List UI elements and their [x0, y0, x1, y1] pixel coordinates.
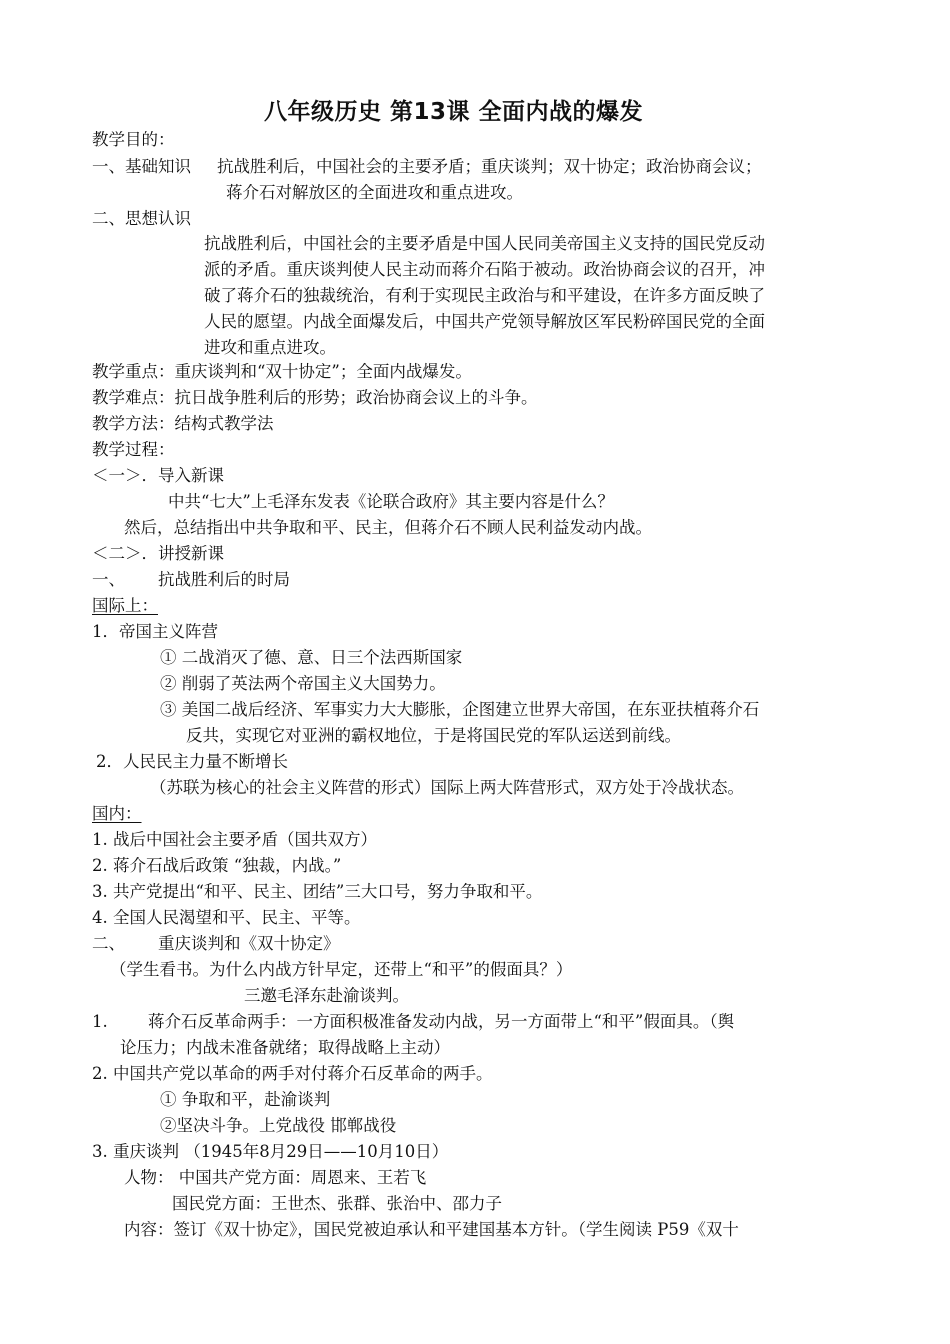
part2-question: （学生看书。为什么内战方针早定，还带上“和平”的假面具？）	[110, 960, 573, 979]
part2-item2-sub2: ②坚决斗争。上党战役 邯郸战役	[160, 1116, 397, 1135]
domestic-item: 4. 全国人民渴望和平、民主、平等。	[92, 908, 361, 927]
teaching-process: 教学过程：	[92, 440, 175, 459]
part2-invite: 三邀毛泽东赴渝谈判。	[244, 986, 409, 1005]
part2-item1-line2: 论压力；内战未准备就绪；取得战略上主动）	[120, 1038, 450, 1057]
objectives-heading: 教学目的：	[92, 130, 175, 149]
thought-line: 破了蒋介石的独裁统治，有利于实现民主政治与和平建设，在许多方面反映了	[204, 286, 765, 305]
thought-line: 抗战胜利后，中国社会的主要矛盾是中国人民同美帝国主义支持的国民党反动	[204, 234, 765, 253]
part2-number: 二、	[92, 934, 125, 953]
international-item2: 2．人民民主力量不断增长	[96, 752, 288, 771]
people-cpc: 人物： 中国共产党方面：周恩来、王若飞	[124, 1168, 427, 1187]
domestic-item: 3. 共产党提出“和平、民主、团结”三大口号，努力争取和平。	[92, 882, 543, 901]
thought-paragraph	[204, 231, 859, 361]
part2-item1-number: 1.	[92, 1012, 108, 1031]
teaching-method: 教学方法：结构式教学法	[92, 414, 274, 433]
international-sub2: ② 削弱了英法两个帝国主义大国势力。	[160, 674, 446, 693]
thought-line: 人民的愿望。内战全面爆发后，中国共产党领导解放区军民粉碎国民党的全面	[204, 312, 765, 331]
part2-item1-line1: 蒋介石反革命两手：一方面积极准备发动内战，另一方面带上“和平”假面具。（舆	[148, 1012, 735, 1031]
domestic-item: 1. 战后中国社会主要矛盾（国共双方）	[92, 830, 377, 849]
thought-line: 进攻和重点进攻。	[204, 338, 336, 357]
people-kmt: 国民党方面：王世杰、张群、张治中、邵力子	[172, 1194, 502, 1213]
part2-item2-sub1: ① 争取和平，赴渝谈判	[160, 1090, 331, 1109]
domestic-item: 2. 蒋介石战后政策 “独裁，内战。”	[92, 856, 342, 875]
basic-knowledge-line1: 抗战胜利后，中国社会的主要矛盾；重庆谈判；双十协定；政治协商会议；	[217, 157, 762, 176]
intro-question: 中共“七大”上毛泽东发表《论联合政府》其主要内容是什么？	[168, 492, 614, 511]
international-label: 国际上：	[92, 596, 158, 615]
part2-item2: 2. 中国共产党以革命的两手对付蒋介石反革命的两手。	[92, 1064, 493, 1083]
negotiation-content: 内容：签订《双十协定》，国民党被迫承认和平建国基本方针。（学生阅读 P59《双十	[124, 1220, 739, 1239]
key-points: 教学重点：重庆谈判和“双十协定”；全面内战爆发。	[92, 362, 472, 381]
thought-line: 派的矛盾。重庆谈判使人民主动而蒋介石陷于被动。政治协商会议的召开，冲	[204, 260, 765, 279]
international-sub1: ① 二战消灭了德、意、日三个法西斯国家	[160, 648, 463, 667]
thought-label: 二、思想认识	[92, 209, 191, 228]
international-sub3-line1: ③ 美国二战后经济、军事实力大大膨胀，企图建立世界大帝国，在东亚扶植蒋介石	[160, 700, 760, 719]
part2-title: 重庆谈判和《双十协定》	[158, 934, 340, 953]
intro-heading: ＜一＞．导入新课	[92, 466, 224, 485]
difficulties: 教学难点：抗日战争胜利后的形势；政治协商会议上的斗争。	[92, 388, 538, 407]
basic-knowledge-label: 一、基础知识	[92, 157, 191, 176]
part1-number: 一、	[92, 570, 125, 589]
domestic-label: 国内：	[92, 804, 142, 823]
part1-title: 抗战胜利后的时局	[158, 570, 290, 589]
international-sub3-line2: 反共，实现它对亚洲的霸权地位，于是将国民党的军队运送到前线。	[186, 726, 681, 745]
lecture-heading: ＜二＞．讲授新课	[92, 544, 224, 563]
international-note: （苏联为核心的社会主义阵营的形式）国际上两大阵营形式，双方处于冷战状态。	[150, 778, 744, 797]
document-title: 八年级历史 第13课 全面内战的爆发	[264, 99, 644, 125]
basic-knowledge-line2: 蒋介石对解放区的全面进攻和重点进攻。	[226, 183, 523, 202]
part2-item3: 3. 重庆谈判 （1945年8月29日——10月10日）	[92, 1142, 449, 1161]
intro-summary: 然后，总结指出中共争取和平、民主，但蒋介石不顾人民利益发动内战。	[124, 518, 652, 537]
international-item1: 1．帝国主义阵营	[92, 622, 218, 641]
